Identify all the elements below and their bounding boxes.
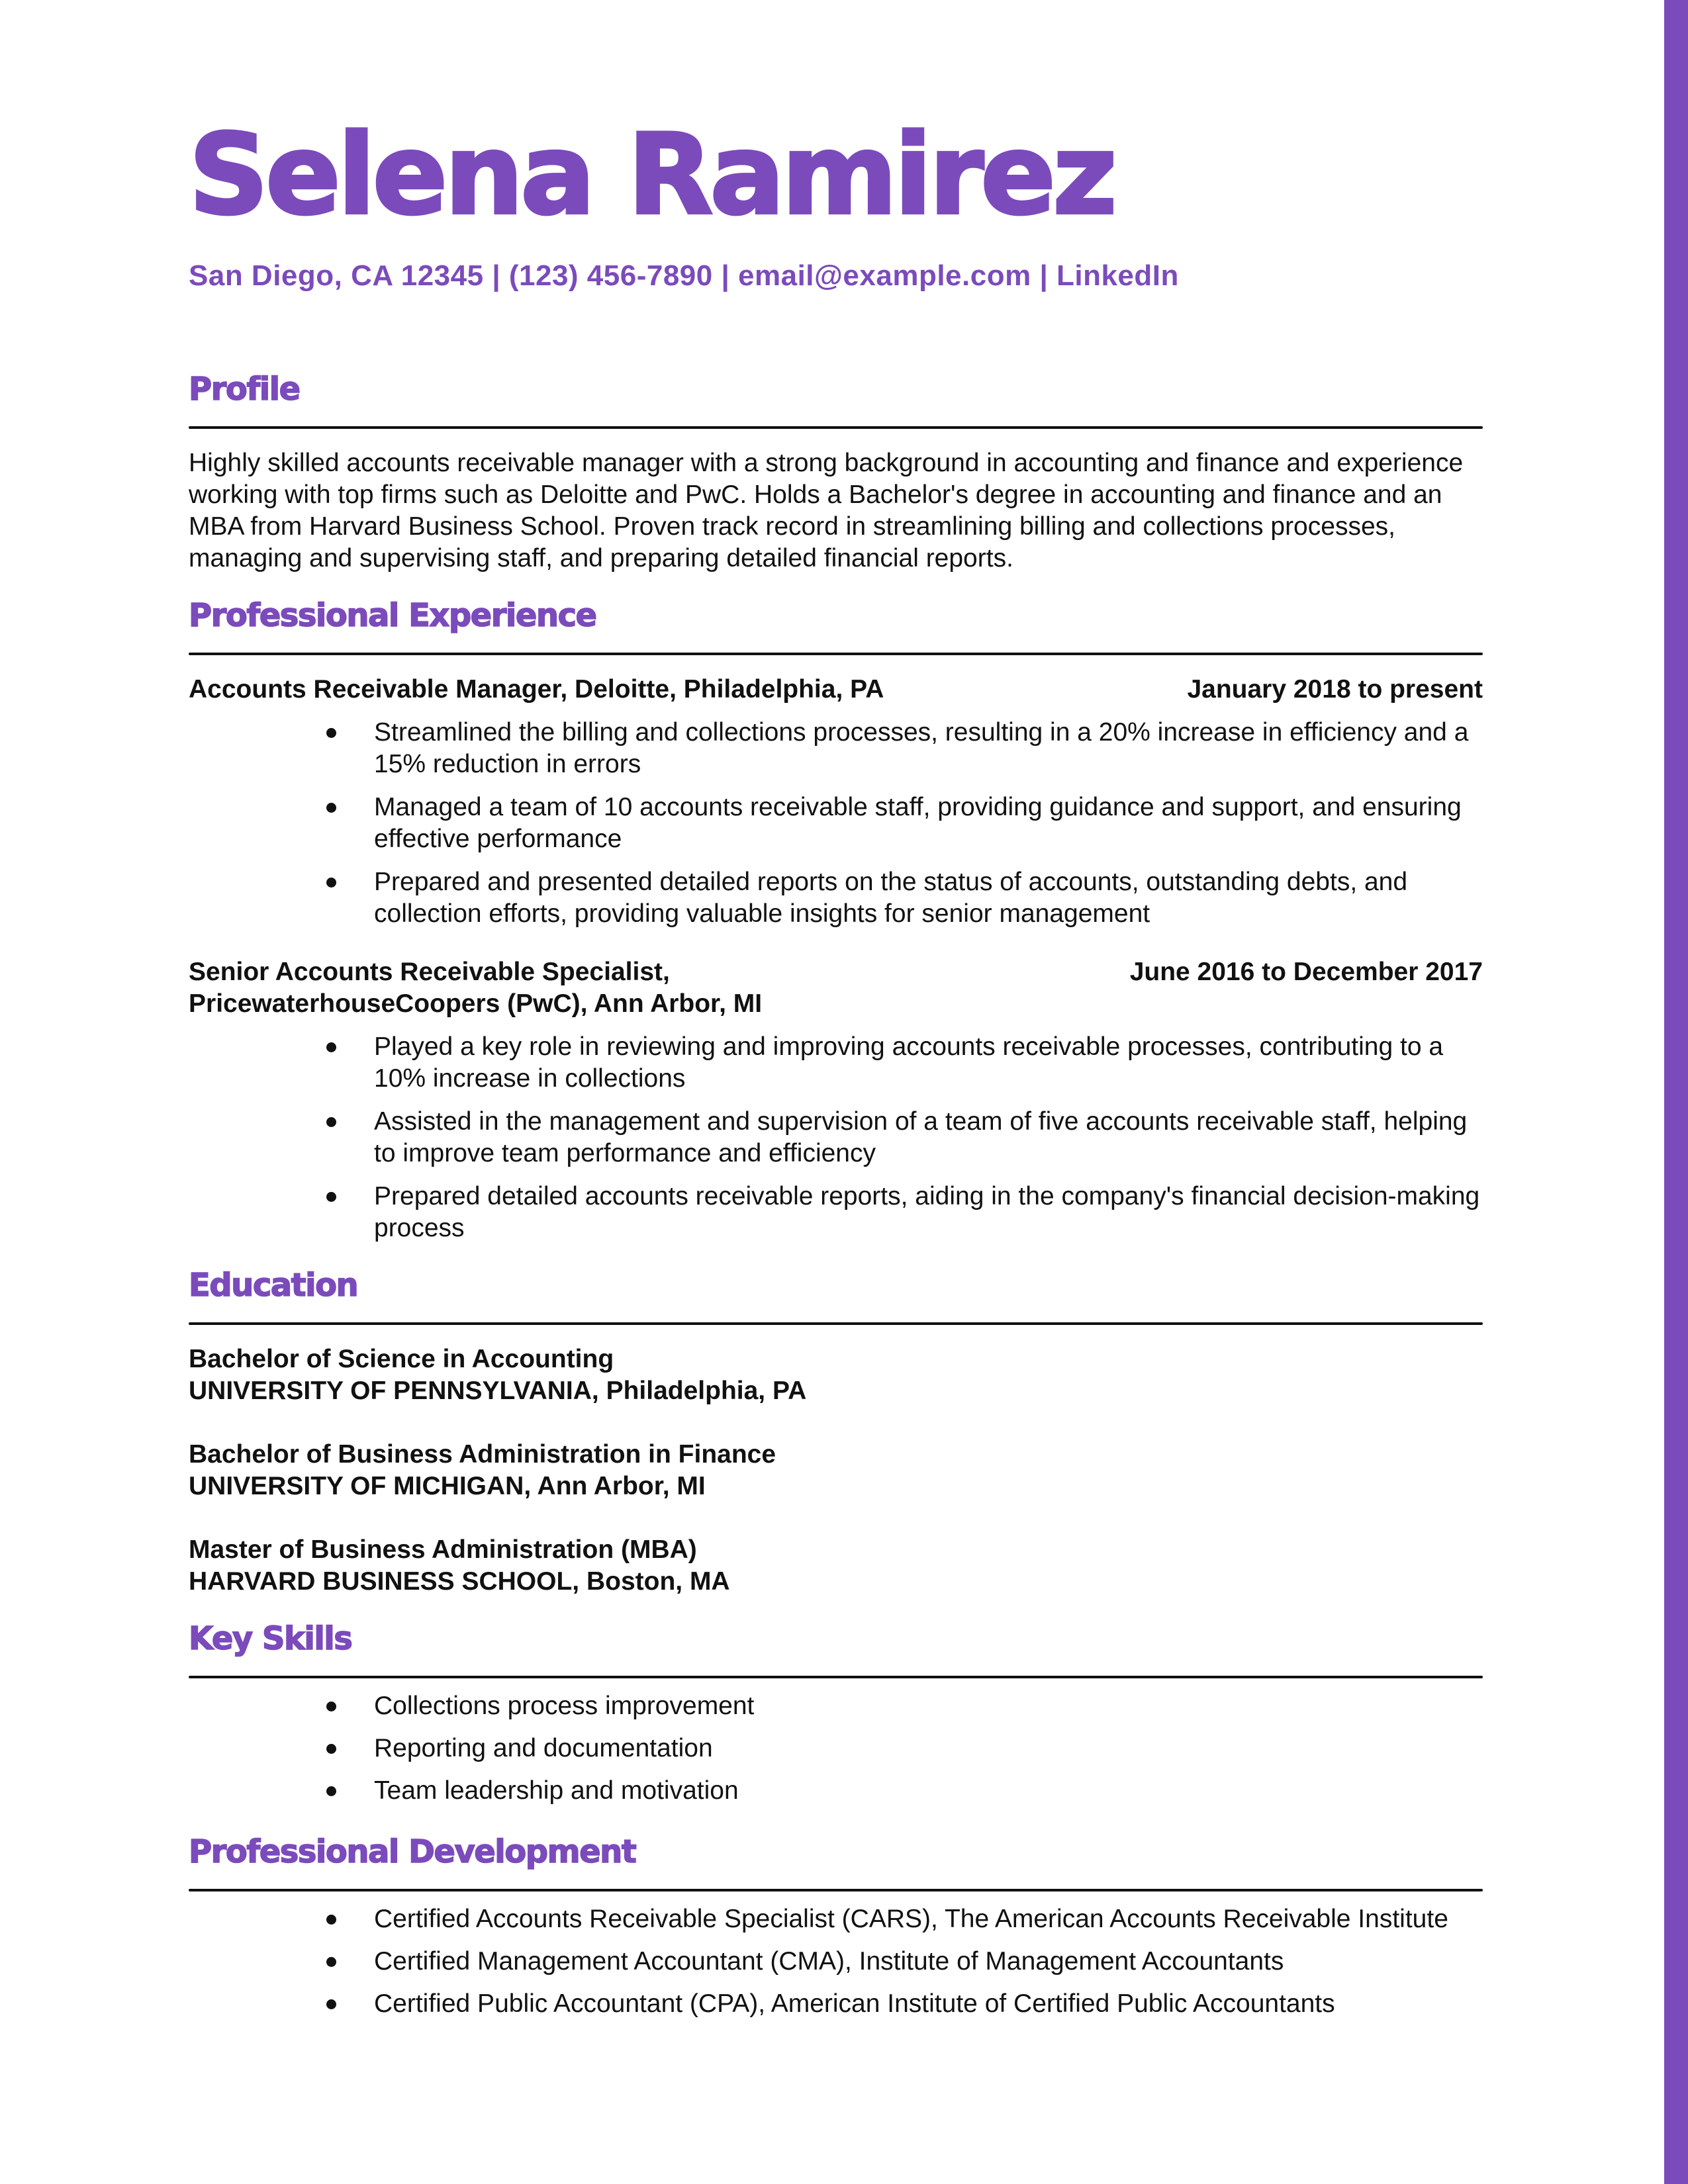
job-bullets <box>189 717 1483 930</box>
bullet-icon <box>326 1999 336 2009</box>
list-item: Played a key role in reviewing and improving accounts receivable processes, contributing to a 10% increase in collections <box>189 1031 1483 1095</box>
education-entry <box>189 1439 1483 1502</box>
education-entry <box>189 1343 1483 1407</box>
list-item: Managed a team of 10 accounts receivable staff, providing guidance and support, and ensuring effective performance <box>189 792 1483 855</box>
school-name: UNIVERSITY OF PENNSYLVANIA, Philadelphia, PA <box>189 1377 807 1405</box>
section-divider <box>189 1322 1483 1325</box>
section-divider <box>189 653 1483 655</box>
education-entry <box>189 1534 1483 1598</box>
list-item: Reporting and documentation <box>189 1733 1483 1764</box>
school-name: HARVARD BUSINESS SCHOOL, Boston, MA <box>189 1567 730 1596</box>
list-item: Prepared and presented detailed reports on the status of accounts, outstanding debts, and collection efforts, providing valuable insights for senior management <box>189 866 1483 930</box>
job-title: Senior Accounts Receivable Specialist, PricewaterhouseCoopers (PwC), Ann Arbor, MI <box>189 958 763 1018</box>
bullet-icon <box>326 1957 336 1967</box>
bullet-icon <box>326 1042 336 1052</box>
bullet-icon <box>326 1786 336 1796</box>
school-name: UNIVERSITY OF MICHIGAN, Ann Arbor, MI <box>189 1472 706 1500</box>
section-title-education: Education <box>189 1267 358 1304</box>
bullet-icon <box>326 803 336 813</box>
job-entry <box>189 956 1483 1244</box>
development-list <box>189 1903 1483 2020</box>
profile-summary: Highly skilled accounts receivable manager with a strong background in accounting and finance and experience working with top firms such as Deloitte and PwC. Holds a Bachelor's degree in accounting and finance and an MBA from Harvard Business School. Proven track record in streamlining billing and collections processes, managing and supervising staff, and preparing detailed financial reports. <box>189 449 1464 572</box>
bullet-icon <box>326 1192 336 1202</box>
list-item: Assisted in the management and supervision of a team of five accounts receivable staff, helping to improve team performance and efficiency <box>189 1106 1483 1169</box>
job-header <box>189 674 1483 705</box>
bullet-icon <box>326 1915 336 1925</box>
section-divider <box>189 1889 1483 1891</box>
list-item: Collections process improvement <box>189 1690 1483 1722</box>
contact-line: San Diego, CA 12345 | (123) 456-7890 | email@example.com | LinkedIn <box>189 259 1179 292</box>
list-item: Streamlined the billing and collections processes, resulting in a 20% increase in efficiency and a 15% reduction in errors <box>189 717 1483 780</box>
job-bullets <box>189 1031 1483 1244</box>
bullet-icon <box>326 728 336 738</box>
list-item: Certified Management Accountant (CMA), Institute of Management Accountants <box>189 1946 1483 1978</box>
section-title-skills: Key Skills <box>189 1620 352 1657</box>
degree-name: Bachelor of Science in Accounting <box>189 1345 614 1373</box>
resume-page <box>189 110 1483 2020</box>
bullet-icon <box>326 1702 336 1711</box>
section-title-profile: Profile <box>189 371 300 408</box>
job-entry <box>189 674 1483 930</box>
list-item: Certified Public Accountant (CPA), American Institute of Certified Public Accountants <box>189 1988 1483 2020</box>
job-title: Accounts Receivable Manager, Deloitte, Philadelphia, PA <box>189 675 884 704</box>
accent-side-bar <box>1664 0 1688 2184</box>
job-dates: January 2018 to present <box>1187 675 1483 704</box>
bullet-icon <box>326 1117 336 1127</box>
section-title-development: Professional Development <box>189 1833 636 1870</box>
section-title-experience: Professional Experience <box>189 597 596 634</box>
candidate-name: Selena Ramirez <box>189 110 1114 240</box>
degree-name: Bachelor of Business Administration in Finance <box>189 1440 776 1469</box>
section-divider <box>189 426 1483 429</box>
list-item: Team leadership and motivation <box>189 1775 1483 1807</box>
degree-name: Master of Business Administration (MBA) <box>189 1535 697 1564</box>
bullet-icon <box>326 878 336 887</box>
section-divider <box>189 1676 1483 1678</box>
job-dates: June 2016 to December 2017 <box>1129 958 1483 986</box>
list-item: Prepared detailed accounts receivable reports, aiding in the company's financial decision-making process <box>189 1181 1483 1244</box>
job-header <box>189 956 1483 1020</box>
bullet-icon <box>326 1744 336 1754</box>
skills-list <box>189 1690 1483 1807</box>
list-item: Certified Accounts Receivable Specialist (CARS), The American Accounts Receivable Institute <box>189 1903 1483 1935</box>
